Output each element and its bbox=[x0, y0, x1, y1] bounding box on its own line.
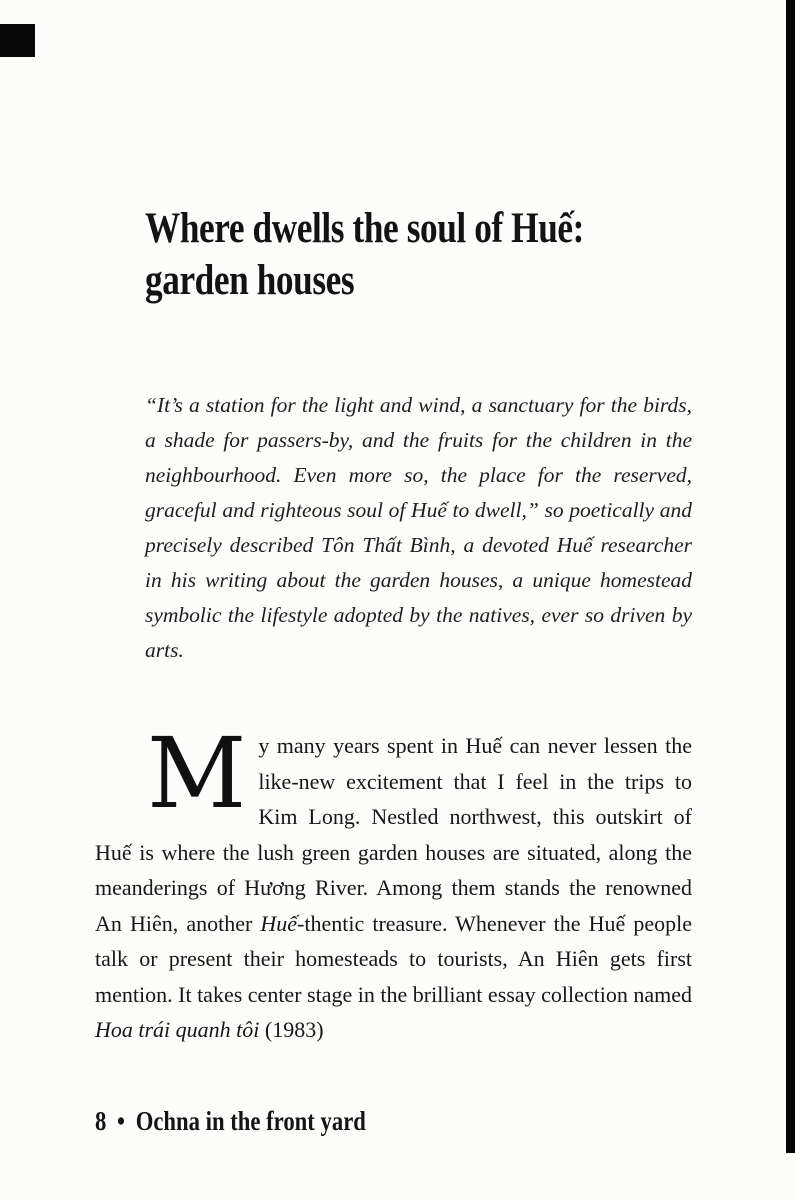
body-text: y many years spent in Huế can never lessen the like-new excitement that I feel in the trips to Kim Long. Nestled northwest, this outskirt of Huế is where the lush green garden houses are situated, along the meanderings of Hương River. Among them stands the renowned An Hiên, another Huế-thentic treasure. Whenever the Huế people talk or present their homesteads to tourists, An Hiên gets first mention. It takes center stage in the brilliant essay collection named Hoa trái quanh tôi (1983) bbox=[95, 733, 692, 1042]
chapter-title-line1: Where dwells the soul of Huế: bbox=[145, 205, 584, 252]
drop-cap: M bbox=[147, 717, 247, 830]
scan-edge-bar bbox=[786, 0, 795, 1153]
footer-bullet: • bbox=[117, 1106, 131, 1136]
page-footer bbox=[95, 1106, 423, 1137]
body-paragraph bbox=[95, 717, 692, 1048]
epigraph-quote: “It’s a station for the light and wind, a sanctuary for the birds, a shade for passers-by, and the fruits for the children in the neighbourhood. Even more so, the place for the reserved, graceful and righteous soul of Huế to dwell,” so poetically and precisely described Tôn Thất Bình, a devoted Huế researcher in his writing about the garden houses, a unique homestead symbolic the lifestyle adopted by the natives, ever so driven by arts. bbox=[145, 393, 692, 662]
running-title: Ochna in the front yard bbox=[135, 1106, 366, 1136]
scan-corner-mark bbox=[0, 24, 35, 57]
running-title-group bbox=[95, 1106, 371, 1137]
chapter-title-line2: garden houses bbox=[145, 257, 355, 304]
chapter-title bbox=[145, 203, 680, 307]
page-number: 8 bbox=[95, 1106, 113, 1136]
